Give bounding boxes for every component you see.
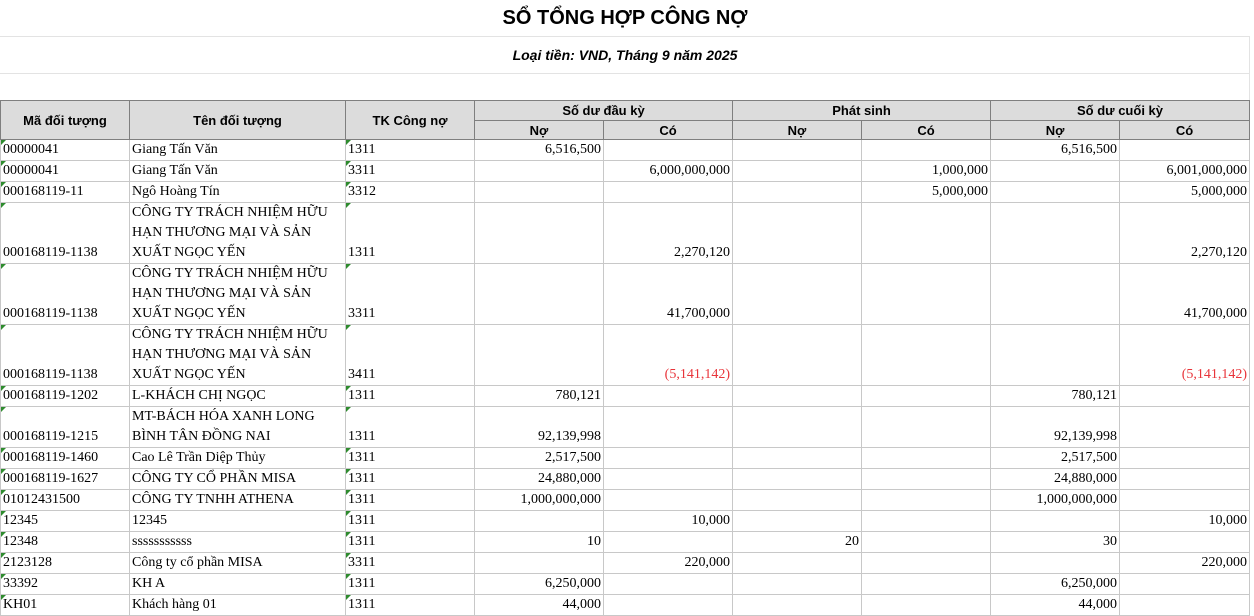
cell-ten-doi-tuong[interactable]: CÔNG TY CỔ PHẦN MISA — [130, 469, 346, 490]
cell-dau-ky-co[interactable]: 41,700,000 — [604, 264, 733, 325]
error-indicator-icon — [346, 203, 351, 208]
cell-cuoi-ky-no[interactable] — [991, 264, 1120, 325]
cell-ma-doi-tuong[interactable]: 01012431500 — [1, 490, 130, 511]
cell-cuoi-ky-co[interactable] — [1120, 595, 1250, 616]
cell-ten-doi-tuong[interactable]: Giang Tấn Văn — [130, 140, 346, 161]
cell-ten-doi-tuong[interactable]: Công ty cổ phần MISA — [130, 553, 346, 574]
header-cuoi-ky-co[interactable]: Có — [1120, 121, 1250, 140]
cell-tk-cong-no[interactable]: 3311 — [346, 553, 475, 574]
cell-cuoi-ky-co[interactable] — [1120, 407, 1250, 448]
cell-phat-sinh-no[interactable] — [733, 574, 862, 595]
header-ma-doi-tuong[interactable]: Mã đối tượng — [1, 101, 130, 140]
cell-ten-doi-tuong[interactable]: CÔNG TY TRÁCH NHIỆM HỮU HẠN THƯƠNG MẠI VÀ SẢN XUẤT NGỌC YẾN — [130, 325, 346, 386]
cell-phat-sinh-no[interactable] — [733, 386, 862, 407]
error-indicator-icon — [1, 325, 6, 330]
cell-phat-sinh-co[interactable] — [862, 203, 991, 264]
cell-phat-sinh-co[interactable] — [862, 469, 991, 490]
cell-ten-doi-tuong[interactable]: Ngô Hoàng Tín — [130, 182, 346, 203]
table-row — [1, 182, 1250, 203]
cell-tk-cong-no[interactable]: 1311 — [346, 203, 475, 264]
table-row — [1, 161, 1250, 182]
cell-cuoi-ky-co[interactable]: 2,270,120 — [1120, 203, 1250, 264]
error-indicator-icon — [1, 407, 6, 412]
cell-dau-ky-co[interactable] — [604, 407, 733, 448]
cell-ma-doi-tuong[interactable]: 000168119-1138 — [1, 264, 130, 325]
table-row — [1, 595, 1250, 616]
error-indicator-icon — [1, 511, 6, 516]
error-indicator-icon — [346, 264, 351, 269]
cell-dau-ky-co[interactable]: 6,000,000,000 — [604, 161, 733, 182]
debt-summary-table — [0, 100, 1250, 616]
header-dau-ky-no[interactable]: Nợ — [475, 121, 604, 140]
cell-tk-cong-no[interactable]: 1311 — [346, 511, 475, 532]
cell-phat-sinh-no[interactable] — [733, 511, 862, 532]
cell-dau-ky-no[interactable]: 2,517,500 — [475, 448, 604, 469]
error-indicator-icon — [346, 532, 351, 537]
error-indicator-icon — [346, 448, 351, 453]
cell-dau-ky-no[interactable] — [475, 325, 604, 386]
cell-phat-sinh-co[interactable] — [862, 264, 991, 325]
cell-cuoi-ky-no[interactable] — [991, 161, 1120, 182]
cell-phat-sinh-no[interactable] — [733, 203, 862, 264]
cell-ten-doi-tuong[interactable]: sssssssssss — [130, 532, 346, 553]
error-indicator-icon — [1, 574, 6, 579]
table-row — [1, 325, 1250, 386]
cell-cuoi-ky-no[interactable] — [991, 511, 1120, 532]
error-indicator-icon — [346, 140, 351, 145]
cell-phat-sinh-co[interactable] — [862, 325, 991, 386]
table-row — [1, 140, 1250, 161]
cell-ma-doi-tuong[interactable]: 000168119-11 — [1, 182, 130, 203]
cell-tk-cong-no[interactable]: 3411 — [346, 325, 475, 386]
table-row — [1, 386, 1250, 407]
header-tk-cong-no[interactable]: TK Công nợ — [346, 101, 475, 140]
cell-dau-ky-co[interactable]: 220,000 — [604, 553, 733, 574]
cell-tk-cong-no[interactable]: 1311 — [346, 490, 475, 511]
error-indicator-icon — [1, 161, 6, 166]
cell-dau-ky-no[interactable] — [475, 182, 604, 203]
cell-ten-doi-tuong[interactable]: 12345 — [130, 511, 346, 532]
cell-phat-sinh-no[interactable]: 20 — [733, 532, 862, 553]
header-ten-doi-tuong[interactable]: Tên đối tượng — [130, 101, 346, 140]
cell-phat-sinh-no[interactable] — [733, 182, 862, 203]
cell-ma-doi-tuong[interactable]: 000168119-1138 — [1, 203, 130, 264]
report-title: SỔ TỔNG HỢP CÔNG NỢ — [502, 6, 748, 29]
cell-dau-ky-no[interactable]: 44,000 — [475, 595, 604, 616]
error-indicator-icon — [346, 595, 351, 600]
cell-phat-sinh-co[interactable] — [862, 595, 991, 616]
cell-cuoi-ky-co[interactable]: 6,001,000,000 — [1120, 161, 1250, 182]
cell-tk-cong-no[interactable]: 1311 — [346, 407, 475, 448]
cell-dau-ky-no[interactable] — [475, 553, 604, 574]
header-cuoi-ky-no[interactable]: Nợ — [991, 121, 1120, 140]
cell-cuoi-ky-no[interactable] — [991, 325, 1120, 386]
cell-cuoi-ky-no[interactable]: 780,121 — [991, 386, 1120, 407]
cell-dau-ky-no[interactable] — [475, 203, 604, 264]
error-indicator-icon — [346, 574, 351, 579]
header-phat-sinh-no[interactable]: Nợ — [733, 121, 862, 140]
cell-ma-doi-tuong[interactable]: 000168119-1460 — [1, 448, 130, 469]
error-indicator-icon — [1, 264, 6, 269]
cell-ma-doi-tuong[interactable]: 33392 — [1, 574, 130, 595]
cell-tk-cong-no[interactable]: 3312 — [346, 182, 475, 203]
cell-phat-sinh-co[interactable] — [862, 140, 991, 161]
cell-dau-ky-co[interactable] — [604, 574, 733, 595]
error-indicator-icon — [1, 532, 6, 537]
cell-cuoi-ky-co[interactable] — [1120, 574, 1250, 595]
header-so-du-cuoi-ky[interactable]: Số dư cuối kỳ — [991, 101, 1250, 121]
cell-ma-doi-tuong[interactable]: 000168119-1627 — [1, 469, 130, 490]
cell-cuoi-ky-co[interactable] — [1120, 469, 1250, 490]
cell-ma-doi-tuong[interactable]: 2123128 — [1, 553, 130, 574]
cell-cuoi-ky-no[interactable]: 2,517,500 — [991, 448, 1120, 469]
cell-cuoi-ky-no[interactable] — [991, 553, 1120, 574]
cell-cuoi-ky-co[interactable]: 5,000,000 — [1120, 182, 1250, 203]
cell-tk-cong-no[interactable]: 1311 — [346, 469, 475, 490]
cell-cuoi-ky-co[interactable]: 41,700,000 — [1120, 264, 1250, 325]
error-indicator-icon — [346, 469, 351, 474]
error-indicator-icon — [346, 161, 351, 166]
cell-phat-sinh-co[interactable]: 5,000,000 — [862, 182, 991, 203]
error-indicator-icon — [346, 511, 351, 516]
cell-dau-ky-no[interactable] — [475, 511, 604, 532]
cell-cuoi-ky-co[interactable] — [1120, 490, 1250, 511]
error-indicator-icon — [1, 182, 6, 187]
cell-dau-ky-no[interactable]: 10 — [475, 532, 604, 553]
cell-phat-sinh-no[interactable] — [733, 161, 862, 182]
cell-tk-cong-no[interactable]: 1311 — [346, 386, 475, 407]
cell-dau-ky-no[interactable]: 6,250,000 — [475, 574, 604, 595]
table-row — [1, 553, 1250, 574]
cell-dau-ky-co[interactable] — [604, 490, 733, 511]
cell-dau-ky-no[interactable]: 24,880,000 — [475, 469, 604, 490]
cell-ma-doi-tuong[interactable]: KH01 — [1, 595, 130, 616]
cell-dau-ky-co[interactable] — [604, 182, 733, 203]
header-so-du-dau-ky[interactable]: Số dư đầu kỳ — [475, 101, 733, 121]
cell-cuoi-ky-co[interactable]: 10,000 — [1120, 511, 1250, 532]
error-indicator-icon — [1, 595, 6, 600]
error-indicator-icon — [1, 469, 6, 474]
cell-dau-ky-no[interactable]: 6,516,500 — [475, 140, 604, 161]
cell-tk-cong-no[interactable]: 1311 — [346, 448, 475, 469]
cell-cuoi-ky-co[interactable] — [1120, 532, 1250, 553]
cell-phat-sinh-no[interactable] — [733, 448, 862, 469]
cell-ten-doi-tuong[interactable]: Giang Tấn Văn — [130, 161, 346, 182]
cell-tk-cong-no[interactable]: 1311 — [346, 532, 475, 553]
table-header — [1, 101, 1250, 140]
cell-phat-sinh-no[interactable] — [733, 407, 862, 448]
cell-ten-doi-tuong[interactable]: KH A — [130, 574, 346, 595]
cell-tk-cong-no[interactable]: 3311 — [346, 161, 475, 182]
cell-phat-sinh-co[interactable] — [862, 553, 991, 574]
cell-dau-ky-co[interactable]: (5,141,142) — [604, 325, 733, 386]
cell-ten-doi-tuong[interactable]: Khách hàng 01 — [130, 595, 346, 616]
cell-phat-sinh-co[interactable] — [862, 511, 991, 532]
error-indicator-icon — [1, 448, 6, 453]
cell-ma-doi-tuong[interactable]: 000168119-1138 — [1, 325, 130, 386]
cell-cuoi-ky-no[interactable]: 44,000 — [991, 595, 1120, 616]
cell-dau-ky-co[interactable] — [604, 140, 733, 161]
cell-ten-doi-tuong[interactable]: L-KHÁCH CHỊ NGỌC — [130, 386, 346, 407]
cell-phat-sinh-co[interactable] — [862, 386, 991, 407]
cell-dau-ky-co[interactable] — [604, 469, 733, 490]
cell-dau-ky-no[interactable]: 92,139,998 — [475, 407, 604, 448]
cell-phat-sinh-no[interactable] — [733, 490, 862, 511]
cell-ma-doi-tuong[interactable]: 00000041 — [1, 161, 130, 182]
cell-dau-ky-co[interactable]: 2,270,120 — [604, 203, 733, 264]
error-indicator-icon — [346, 407, 351, 412]
cell-dau-ky-co[interactable] — [604, 595, 733, 616]
header-dau-ky-co[interactable]: Có — [604, 121, 733, 140]
cell-ma-doi-tuong[interactable]: 12348 — [1, 532, 130, 553]
error-indicator-icon — [1, 386, 6, 391]
sheet-gridline — [1249, 36, 1250, 100]
cell-phat-sinh-no[interactable] — [733, 595, 862, 616]
error-indicator-icon — [346, 325, 351, 330]
table-row — [1, 511, 1250, 532]
cell-tk-cong-no[interactable]: 1311 — [346, 574, 475, 595]
cell-cuoi-ky-no[interactable]: 30 — [991, 532, 1120, 553]
cell-tk-cong-no[interactable]: 1311 — [346, 140, 475, 161]
error-indicator-icon — [346, 386, 351, 391]
table-row — [1, 407, 1250, 448]
error-indicator-icon — [1, 140, 6, 145]
table-row — [1, 448, 1250, 469]
cell-cuoi-ky-co[interactable] — [1120, 140, 1250, 161]
cell-cuoi-ky-co[interactable]: (5,141,142) — [1120, 325, 1250, 386]
error-indicator-icon — [1, 490, 6, 495]
cell-dau-ky-no[interactable]: 1,000,000,000 — [475, 490, 604, 511]
error-indicator-icon — [346, 553, 351, 558]
error-indicator-icon — [346, 182, 351, 187]
cell-cuoi-ky-no[interactable]: 1,000,000,000 — [991, 490, 1120, 511]
cell-ma-doi-tuong[interactable]: 00000041 — [1, 140, 130, 161]
table-row — [1, 532, 1250, 553]
cell-phat-sinh-no[interactable] — [733, 140, 862, 161]
report-subtitle: Loại tiền: VND, Tháng 9 năm 2025 — [512, 47, 738, 63]
table-row — [1, 490, 1250, 511]
cell-cuoi-ky-co[interactable] — [1120, 386, 1250, 407]
cell-dau-ky-co[interactable]: 10,000 — [604, 511, 733, 532]
cell-cuoi-ky-co[interactable] — [1120, 448, 1250, 469]
cell-cuoi-ky-co[interactable]: 220,000 — [1120, 553, 1250, 574]
cell-tk-cong-no[interactable]: 1311 — [346, 595, 475, 616]
table-body — [1, 140, 1250, 616]
cell-ma-doi-tuong[interactable]: 000168119-1202 — [1, 386, 130, 407]
cell-phat-sinh-co[interactable] — [862, 490, 991, 511]
cell-dau-ky-no[interactable]: 780,121 — [475, 386, 604, 407]
cell-ten-doi-tuong[interactable]: Cao Lê Trần Diệp Thủy — [130, 448, 346, 469]
cell-ten-doi-tuong[interactable]: CÔNG TY TRÁCH NHIỆM HỮU HẠN THƯƠNG MẠI VÀ SẢN XUẤT NGỌC YẾN — [130, 203, 346, 264]
cell-phat-sinh-co[interactable] — [862, 574, 991, 595]
table-row — [1, 469, 1250, 490]
cell-cuoi-ky-no[interactable]: 6,516,500 — [991, 140, 1120, 161]
cell-phat-sinh-co[interactable] — [862, 407, 991, 448]
cell-phat-sinh-co[interactable] — [862, 532, 991, 553]
sheet-gridline — [0, 73, 1250, 74]
cell-ten-doi-tuong[interactable]: CÔNG TY TNHH ATHENA — [130, 490, 346, 511]
cell-ten-doi-tuong[interactable]: CÔNG TY TRÁCH NHIỆM HỮU HẠN THƯƠNG MẠI VÀ SẢN XUẤT NGỌC YẾN — [130, 264, 346, 325]
error-indicator-icon — [1, 203, 6, 208]
table-row — [1, 264, 1250, 325]
cell-dau-ky-co[interactable] — [604, 448, 733, 469]
cell-phat-sinh-no[interactable] — [733, 264, 862, 325]
table-row — [1, 203, 1250, 264]
cell-dau-ky-co[interactable] — [604, 532, 733, 553]
error-indicator-icon — [1, 553, 6, 558]
cell-cuoi-ky-no[interactable]: 6,250,000 — [991, 574, 1120, 595]
cell-ma-doi-tuong[interactable]: 12345 — [1, 511, 130, 532]
cell-dau-ky-no[interactable] — [475, 161, 604, 182]
cell-cuoi-ky-no[interactable]: 24,880,000 — [991, 469, 1120, 490]
cell-tk-cong-no[interactable]: 3311 — [346, 264, 475, 325]
cell-phat-sinh-no[interactable] — [733, 325, 862, 386]
cell-ma-doi-tuong[interactable]: 000168119-1215 — [1, 407, 130, 448]
cell-phat-sinh-no[interactable] — [733, 553, 862, 574]
cell-phat-sinh-co[interactable] — [862, 448, 991, 469]
cell-cuoi-ky-no[interactable] — [991, 182, 1120, 203]
cell-dau-ky-no[interactable] — [475, 264, 604, 325]
table-row — [1, 574, 1250, 595]
cell-ten-doi-tuong[interactable]: MT-BÁCH HÓA XANH LONG BÌNH TÂN ĐỒNG NAI — [130, 407, 346, 448]
cell-cuoi-ky-no[interactable] — [991, 203, 1120, 264]
cell-cuoi-ky-no[interactable]: 92,139,998 — [991, 407, 1120, 448]
cell-dau-ky-co[interactable] — [604, 386, 733, 407]
header-phat-sinh[interactable]: Phát sinh — [733, 101, 991, 121]
cell-phat-sinh-no[interactable] — [733, 469, 862, 490]
cell-phat-sinh-co[interactable]: 1,000,000 — [862, 161, 991, 182]
error-indicator-icon — [346, 490, 351, 495]
header-phat-sinh-co[interactable]: Có — [862, 121, 991, 140]
